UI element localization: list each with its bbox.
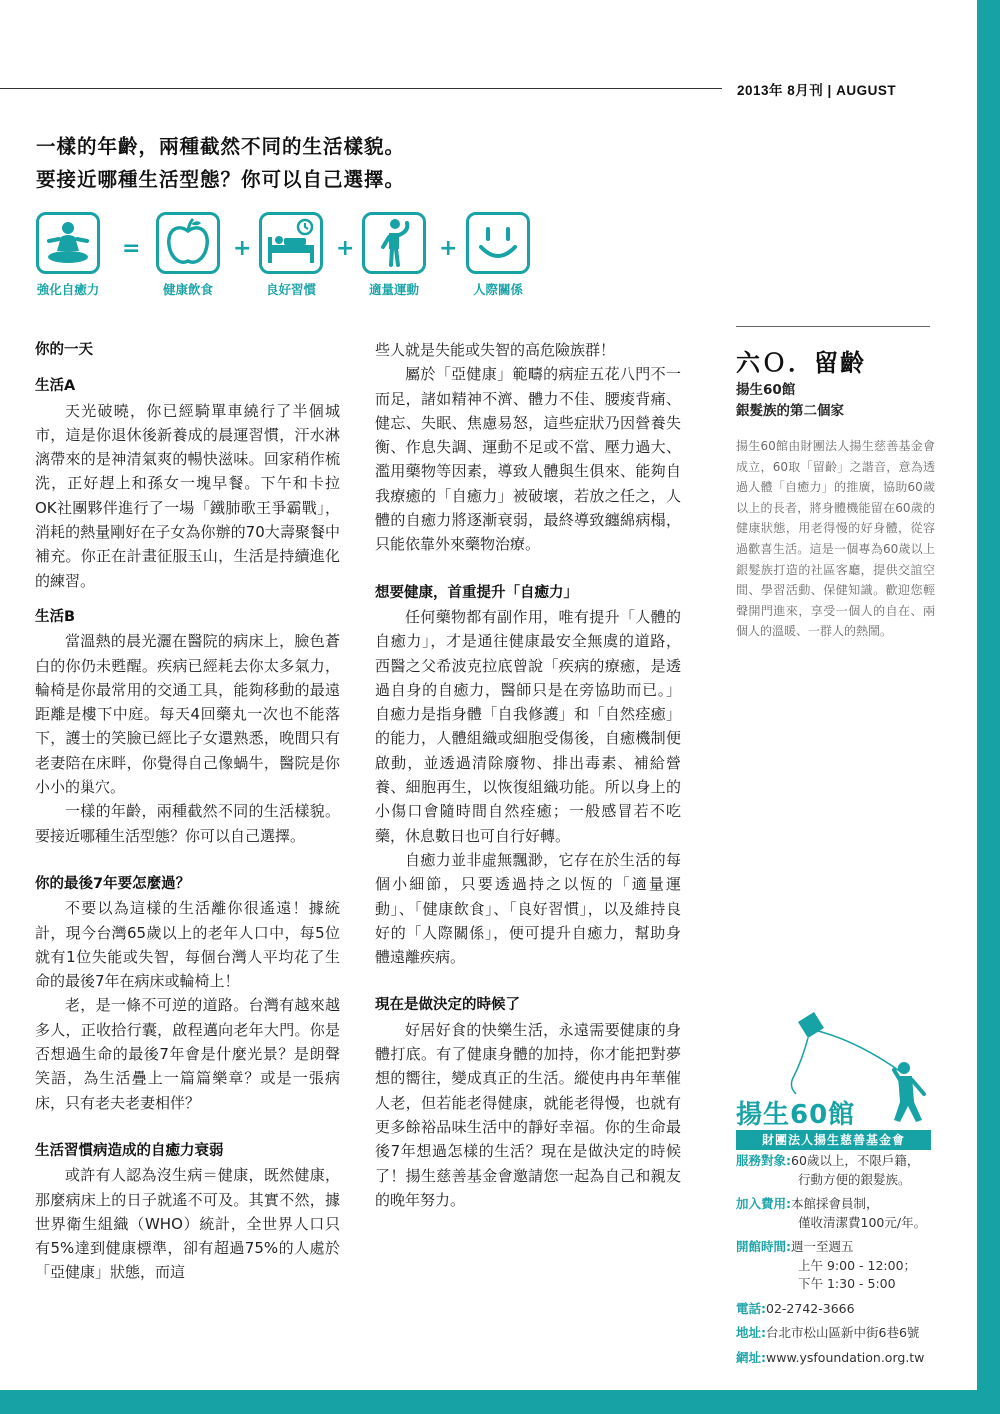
- issue-label: 2013年 8月刊 | AUGUST: [737, 83, 897, 98]
- plus-sign-3: +: [439, 236, 458, 261]
- hours-label: 開館時間:: [736, 1239, 791, 1254]
- bed-clock-icon: [259, 212, 323, 274]
- formula-label-habits: 良好習慣: [265, 282, 316, 297]
- headline-line-1: 一樣的年齡，兩種截然不同的生活樣貌。: [36, 135, 406, 158]
- paragraph-life-a: 天光破曉，你已經騎單車繞行了半個城市，這是你退休後新養成的晨運習慣，汗水淋漓帶來的是神清氣爽的暢快滋味。回家稍作梳洗，正好趕上和孫女一塊早餐。下午和卡拉OK社團夥伴進行了一場「鐵肺歌王爭霸戰」，消耗的熱量剛好在子女為你辦的70大壽聚餐中補充。你正在計畫征服玉山，生活是持續進化的練習。: [35, 401, 340, 590]
- formula-label-self-healing: 強化自癒力: [36, 282, 100, 297]
- headline-line-2: 要接近哪種生活型態？你可以自己選擇。: [36, 168, 406, 191]
- paragraph-continued: 些人就是失能或失智的高危險族群！: [375, 341, 616, 359]
- section-heading-decide-now: 現在是做決定的時候了: [375, 997, 520, 1014]
- hours-value-2: 上午 9:00 - 12:00；: [798, 1257, 917, 1273]
- phone-row: [736, 1300, 936, 1319]
- plus-sign-1: +: [233, 236, 252, 261]
- logo-wordmark: 揚生60館: [736, 1100, 856, 1130]
- smile-icon: [466, 212, 530, 274]
- address-label: 地址:: [736, 1325, 766, 1340]
- service-label: 服務對象:: [736, 1153, 791, 1168]
- paragraph-life-b: 當溫熱的晨光灑在醫院的病床上，臉色蒼白的你仍未甦醒。疾病已經耗去你太多氣力，輪椅是你最常用的交通工具，能夠移動的最遠距離是樓下中庭。每天4回藥丸一次也不能落下，護士的笑臉已經比子女還熟悉，晚間只有老妻陪在床畔，你覺得自己像蝸牛，醫院是你小小的巢穴。: [35, 632, 340, 797]
- fee-value-1: 本館採會員制，: [791, 1196, 879, 1211]
- headline: [36, 130, 405, 196]
- apple-icon: [156, 212, 220, 274]
- paragraph-decide-now: 好居好食的快樂生活，永遠需要健康的身體打底。有了健康身體的加持，你才能把對夢想的嚮往，變成真正的生活。縱使冉冉年華催人老，但若能老得健康，就能老得慢，也就有更多餘裕品味生活中的靜好幸福。你的生命最後7年想過怎樣的生活？現在是做決定的時候了！揚生慈善基金會邀請您一起為自己和親友的晚年努力。: [375, 1020, 681, 1209]
- service-value-2: 行動方便的銀髮族。: [798, 1171, 911, 1187]
- service-row: [736, 1152, 936, 1171]
- article-column-1: [35, 338, 340, 1285]
- hours-value-1: 週一至週五: [791, 1239, 854, 1254]
- section-heading-life-a: 生活A: [35, 378, 76, 395]
- paragraph-last-7-years-1: 不要以為這樣的生活離你很遙遠！據統計，現今台灣65歲以上的老年人口中，每5位就有1位失能或失智，每個台灣人平均花了生命的最後7年在病床或輪椅上！: [35, 899, 340, 991]
- formula-label-exercise: 適量運動: [368, 282, 419, 297]
- exercise-icon: [362, 212, 426, 274]
- service-value-1: 60歲以上，不限戶籍，: [791, 1153, 920, 1168]
- sidebar-title: 六Ｏ．留齡: [736, 349, 866, 377]
- section-heading-life-b: 生活B: [35, 608, 76, 625]
- formula-label-diet: 健康飲食: [162, 282, 213, 297]
- sidebar-subtitle-2: 銀髮族的第二個家: [736, 403, 844, 419]
- website-link[interactable]: www.ysfoundation.org.tw: [766, 1349, 925, 1365]
- right-accent-bar: [977, 0, 1000, 1414]
- header-rule: [0, 88, 722, 89]
- sidebar-subtitle-1: 揚生60館: [736, 382, 796, 398]
- paragraph-sub-health: 屬於「亞健康」範疇的病症五花八門不一而足，諸如精神不濟、體力不佳、腰痠背痛、健忘、失眠、焦慮易怒，這些症狀乃因營養失衡、作息失調、運動不足或不當、壓力過大、濫用藥物等因素，導致人體與生俱來、能夠自我療癒的「自癒力」被破壞，若放之任之，人體的自癒力將逐漸衰弱，最終導致纏綿病榻，只能依靠外來藥物治療。: [375, 365, 681, 554]
- website-row: [736, 1349, 936, 1368]
- section-heading-lifestyle-disease: 生活習慣病造成的自癒力衰弱: [35, 1142, 224, 1159]
- fee-row: [736, 1195, 936, 1214]
- paragraph-lifestyle-disease: 或許有人認為沒生病＝健康，既然健康，那麼病床上的日子就遙不可及。其實不然，據世界衛生組織（WHO）統計，全世界人口只有5%達到健康標準，卻有超過75%的人處於「亞健康」狀態，而這: [35, 1166, 340, 1282]
- address-row: [736, 1324, 936, 1343]
- section-heading-your-day: 你的一天: [35, 342, 93, 358]
- formula-label-relationships: 人際關係: [472, 282, 523, 297]
- paragraph-self-healing-2: 自癒力並非虛無飄渺，它存在於生活的每個小細節，只要透過持之以恆的「適量運動」、「健康飲食」、「良好習慣」，以及維持良好的「人際關係」，便可提升自癒力，幫助身體遠離疾病。: [375, 850, 681, 967]
- phone-value: 02-2742-3666: [766, 1300, 855, 1316]
- equals-sign: =: [122, 236, 141, 261]
- section-heading-self-healing: 想要健康，首重提升「自癒力」: [375, 584, 578, 601]
- meditation-icon: [36, 212, 100, 274]
- address-value: 台北市松山區新中街6巷6號: [766, 1325, 920, 1340]
- phone-label: 電話:: [736, 1300, 766, 1316]
- fee-label: 加入費用:: [736, 1196, 791, 1211]
- plus-sign-2: +: [336, 236, 355, 261]
- paragraph-same-age: 一樣的年齡，兩種截然不同的生活樣貌。要接近哪種生活型態？你可以自己選擇。: [35, 802, 340, 845]
- section-heading-last-7-years: 你的最後7年要怎麼過？: [35, 875, 191, 892]
- website-label: 網址:: [736, 1349, 766, 1365]
- sidebar-rule: [736, 326, 930, 327]
- sidebar-subtitle: [736, 380, 844, 422]
- bottom-accent-bar: [0, 1390, 1000, 1414]
- contact-info: [736, 1152, 936, 1367]
- fee-value-2: 僅收清潔費100元/年。: [798, 1214, 927, 1230]
- foundation-logo: [736, 1010, 936, 1150]
- logo-foundation-name: 財團法人揚生慈善基金會: [736, 1130, 931, 1150]
- wellness-formula: [26, 210, 586, 300]
- hours-value-3: 下午 1:30 - 5:00: [798, 1276, 896, 1291]
- sidebar-description: 揚生60館由財團法人揚生慈善基金會成立，60取「留齡」之諧音，意為透過人體「自癒力」的推廣，協助60歲以上的長者，將身體機能留在60歲的健康狀態，用老得慢的好身體，從容過歡喜生活。這是一個專為60歲以上銀髮族打造的社區客廳，提供交誼空間、學習活動、保健知識。歡迎您輕聲開門進來，享受一個人的自在、兩個人的溫暖、一群人的熱鬧。: [736, 439, 935, 639]
- hours-row: [736, 1238, 936, 1257]
- article-column-2: [375, 338, 681, 1212]
- paragraph-self-healing-1: 任何藥物都有副作用，唯有提升「人體的自癒力」，才是通往健康最安全無虞的道路，西醫之父希波克拉底曾說「疾病的療癒，是透過自身的自癒力，醫師只是在旁協助而已。」自癒力是指身體「自我修護」和「自然痊癒」的能力，人體組織或細胞受傷後，自癒機制便啟動，並透過清除廢物、排出毒素、補給營養、細胞再生，以恢復組織功能。所以身上的小傷口會隨時間自然痊癒；一般感冒若不吃藥，休息數日也可自行好轉。: [375, 607, 681, 845]
- paragraph-last-7-years-2: 老，是一條不可逆的道路。台灣有越來越多人，正收拾行囊，啟程邁向老年大門。你是否想過生命的最後7年會是什麼光景？是朗聲笑語，為生活疊上一篇篇樂章？或是一張病床，只有老夫老妻相伴？: [35, 996, 340, 1112]
